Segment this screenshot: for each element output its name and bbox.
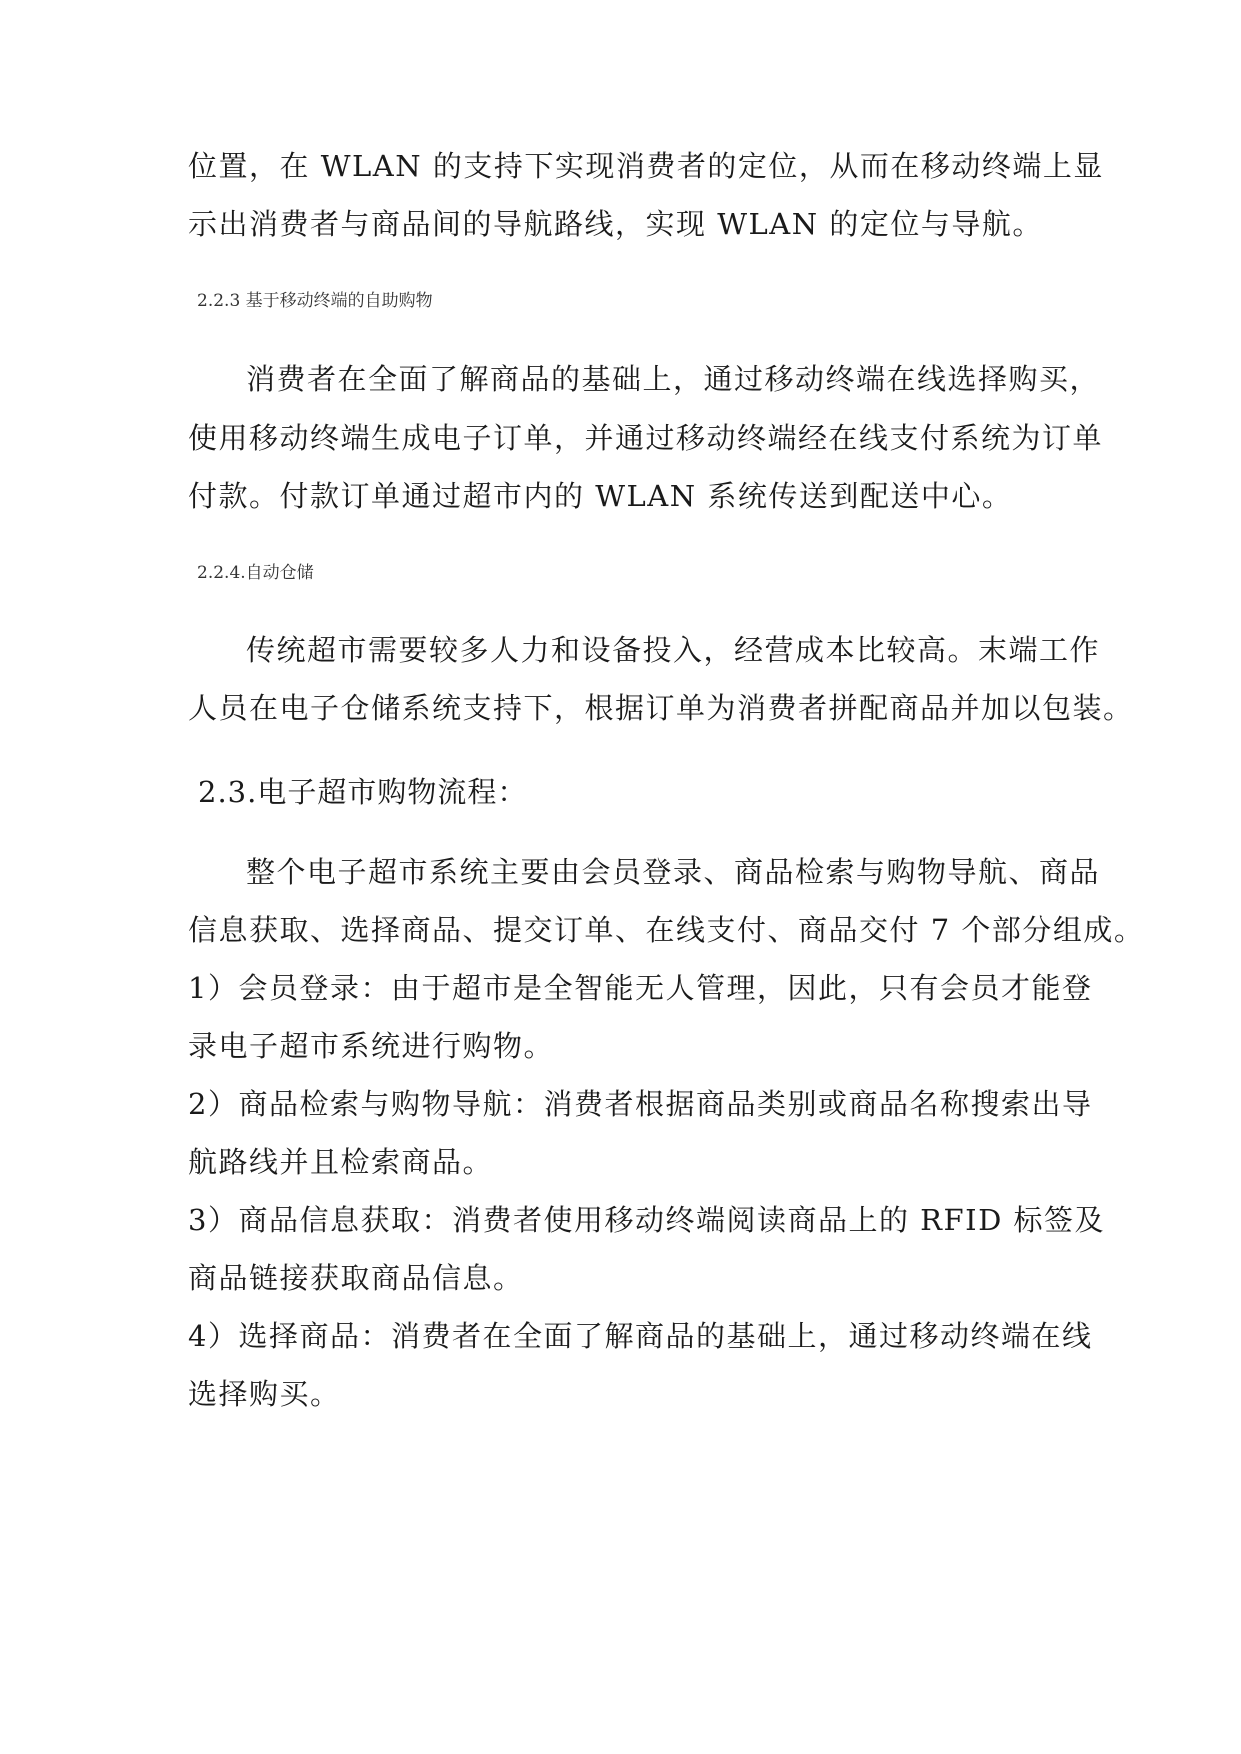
list-item-line: 录电子超市系统进行购物。 [188, 1029, 555, 1063]
list-item-line: 4）选择商品：消费者在全面了解商品的基础上，通过移动终端在线 [188, 1319, 1093, 1353]
paragraph-line: 整个电子超市系统主要由会员登录、商品检索与购物导航、商品 [246, 855, 1101, 889]
paragraph-line: 示出消费者与商品间的导航路线，实现 WLAN 的定位与导航。 [188, 207, 1043, 241]
list-item-line: 商品链接获取商品信息。 [188, 1261, 524, 1295]
list-item-line: 2）商品检索与购物导航：消费者根据商品类别或商品名称搜索出导 [188, 1087, 1093, 1121]
section-heading-2-3: 2.3.电子超市购物流程： [198, 775, 528, 809]
paragraph-line: 传统超市需要较多人力和设备投入，经营成本比较高。末端工作 [246, 633, 1101, 667]
paragraph-line: 信息获取、选择商品、提交订单、在线支付、商品交付 7 个部分组成。 [188, 913, 1145, 947]
list-item-line: 1）会员登录：由于超市是全智能无人管理，因此，只有会员才能登 [188, 971, 1093, 1005]
paragraph-line: 使用移动终端生成电子订单，并通过移动终端经在线支付系统为订单 [188, 421, 1104, 455]
list-item-line: 选择购买。 [188, 1377, 341, 1411]
paragraph-line: 付款。付款订单通过超市内的 WLAN 系统传送到配送中心。 [188, 479, 1013, 513]
subsection-heading-2-2-3: 2.2.3 基于移动终端的自助购物 [197, 291, 433, 311]
paragraph-line: 人员在电子仓储系统支持下，根据订单为消费者拼配商品并加以包装。 [188, 691, 1134, 725]
list-item-line: 3）商品信息获取：消费者使用移动终端阅读商品上的 RFID 标签及 [188, 1203, 1106, 1237]
subsection-heading-2-2-4: 2.2.4.自动仓储 [197, 563, 314, 583]
list-item-line: 航路线并且检索商品。 [188, 1145, 494, 1179]
paragraph-line: 位置，在 WLAN 的支持下实现消费者的定位，从而在移动终端上显 [188, 149, 1104, 183]
paragraph-line: 消费者在全面了解商品的基础上，通过移动终端在线选择购买， [246, 362, 1101, 396]
